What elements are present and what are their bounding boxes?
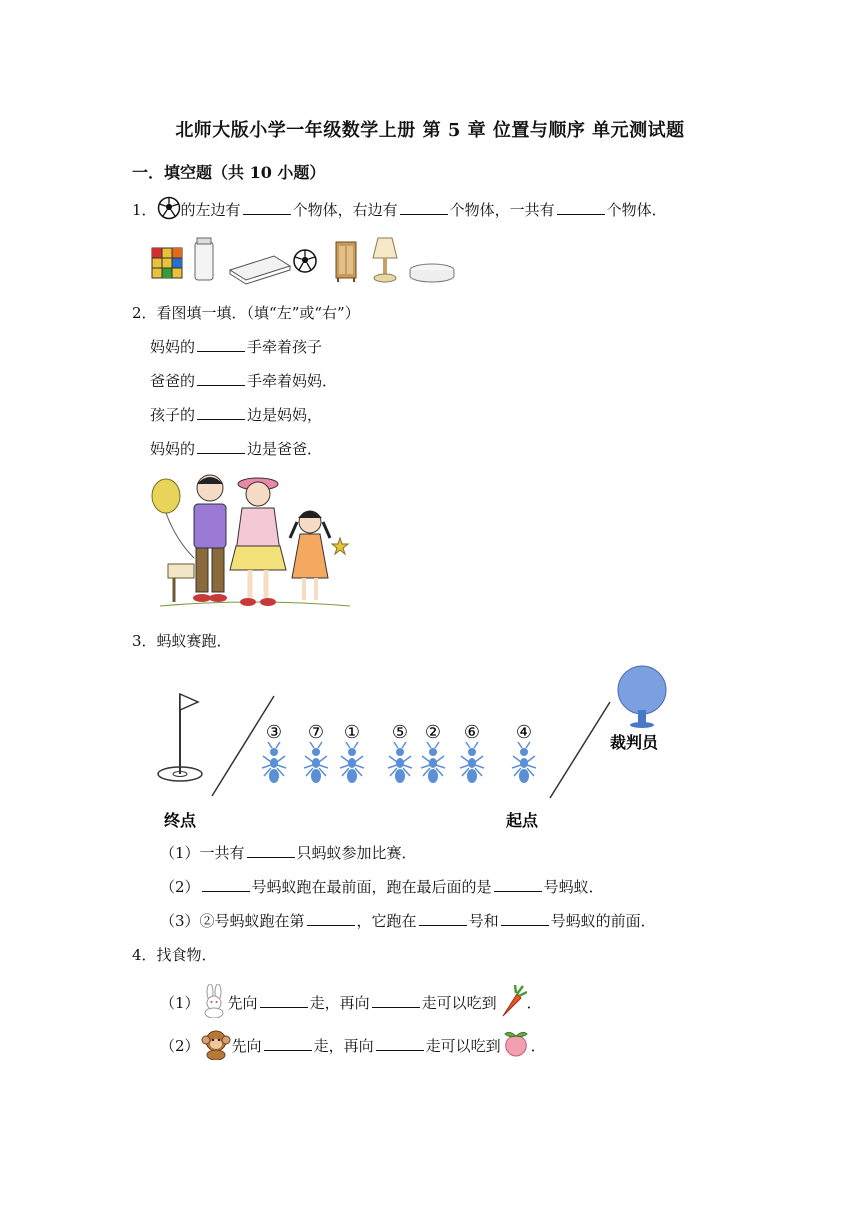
answer-blank[interactable] bbox=[247, 843, 295, 858]
answer-blank[interactable] bbox=[376, 1036, 424, 1051]
q2-line-4: 妈妈的 边是爸爸． bbox=[150, 440, 323, 458]
answer-blank[interactable] bbox=[260, 993, 308, 1008]
ant-number-label: ② bbox=[424, 722, 442, 743]
ant-number-label: ④ bbox=[515, 722, 533, 743]
star-wand-icon bbox=[332, 538, 348, 554]
q3-sub-3: （3）②号蚂蚁跑在第 ，它跑在 号和 号蚂蚁的前面． bbox=[160, 912, 656, 930]
finish-flag-icon bbox=[158, 694, 202, 781]
answer-blank[interactable] bbox=[197, 405, 245, 420]
lamp-icon bbox=[373, 238, 397, 282]
family-figure bbox=[150, 470, 355, 616]
referee-label: 裁判员 bbox=[610, 733, 659, 752]
answer-blank[interactable] bbox=[400, 200, 448, 215]
ant-icon bbox=[304, 742, 328, 783]
q2-line-2: 爸爸的 手牵着妈妈． bbox=[150, 372, 338, 390]
page-title: 北师大版小学一年级数学上册 第 5 章 位置与顺序 单元测试题 bbox=[175, 120, 685, 141]
peach-icon bbox=[501, 1030, 531, 1064]
child-figure bbox=[290, 511, 348, 600]
referee-tree-icon bbox=[618, 666, 666, 728]
question-1: 1． 的左边有 个物体，右边有 个物体，一共有 个物体． bbox=[132, 196, 667, 226]
ant-icon bbox=[421, 742, 445, 783]
balloon-icon bbox=[152, 479, 194, 558]
q3-sub-1: （1）一共有 只蚂蚁参加比赛． bbox=[160, 844, 417, 862]
answer-blank[interactable] bbox=[197, 337, 245, 352]
father-figure bbox=[193, 475, 227, 602]
mother-figure bbox=[230, 478, 286, 606]
ants-group bbox=[262, 722, 536, 783]
q4-sub-2: （2） 先向 走，再向 走可以吃到 ． bbox=[160, 1028, 546, 1066]
answer-blank[interactable] bbox=[197, 371, 245, 386]
soccer-ball-icon bbox=[294, 250, 316, 272]
objects-row-figure bbox=[150, 236, 460, 290]
answer-blank[interactable] bbox=[494, 877, 542, 892]
answer-blank[interactable] bbox=[243, 200, 291, 215]
ant-number-label: ⑥ bbox=[463, 722, 481, 743]
finish-label: 终点 bbox=[164, 811, 197, 830]
q2-line-3: 孩子的 边是妈妈， bbox=[150, 406, 323, 424]
ant-icon bbox=[388, 742, 412, 783]
answer-blank[interactable] bbox=[501, 911, 549, 926]
start-label: 起点 bbox=[506, 811, 539, 830]
answer-blank[interactable] bbox=[197, 439, 245, 454]
plate-icon bbox=[410, 264, 454, 282]
question-2: 2．看图填一填．（填“左”或“右”） bbox=[132, 304, 360, 322]
ant-number-label: ③ bbox=[265, 722, 283, 743]
answer-blank[interactable] bbox=[307, 911, 355, 926]
q1-number: 1． bbox=[132, 201, 157, 219]
answer-blank[interactable] bbox=[202, 877, 250, 892]
q4-sub-1: （1） 先向 走，再向 走可以吃到 ． bbox=[160, 984, 542, 1024]
bottle-icon bbox=[195, 238, 213, 280]
answer-blank[interactable] bbox=[264, 1036, 312, 1051]
cabinet-icon bbox=[336, 242, 356, 282]
section-heading: 一．填空题（共 10 小题） bbox=[132, 163, 326, 182]
rubiks-cube-icon bbox=[152, 248, 182, 278]
ant-number-label: ⑦ bbox=[307, 722, 325, 743]
ant-number-label: ⑤ bbox=[391, 722, 409, 743]
ant-number-label: ① bbox=[343, 722, 361, 743]
carrot-icon bbox=[497, 984, 527, 1024]
q2-line-1: 妈妈的 手牵着孩子 bbox=[150, 338, 323, 356]
monkey-icon bbox=[200, 1028, 232, 1066]
question-4: 4．找食物． bbox=[132, 946, 217, 964]
soccer-ball-icon bbox=[157, 196, 181, 226]
ant-icon bbox=[460, 742, 484, 783]
ant-icon bbox=[262, 742, 286, 783]
answer-blank[interactable] bbox=[557, 200, 605, 215]
rabbit-icon bbox=[200, 984, 228, 1024]
answer-blank[interactable] bbox=[372, 993, 420, 1008]
answer-blank[interactable] bbox=[419, 911, 467, 926]
question-3: 3．蚂蚁赛跑． bbox=[132, 632, 232, 650]
ant-icon bbox=[512, 742, 536, 783]
book-icon bbox=[230, 256, 290, 284]
ant-icon bbox=[340, 742, 364, 783]
q3-sub-2: （2） 号蚂蚁跑在最前面，跑在最后面的是 号蚂蚁． bbox=[160, 878, 604, 896]
ant-race-figure bbox=[150, 662, 690, 838]
sign-icon bbox=[168, 564, 194, 602]
